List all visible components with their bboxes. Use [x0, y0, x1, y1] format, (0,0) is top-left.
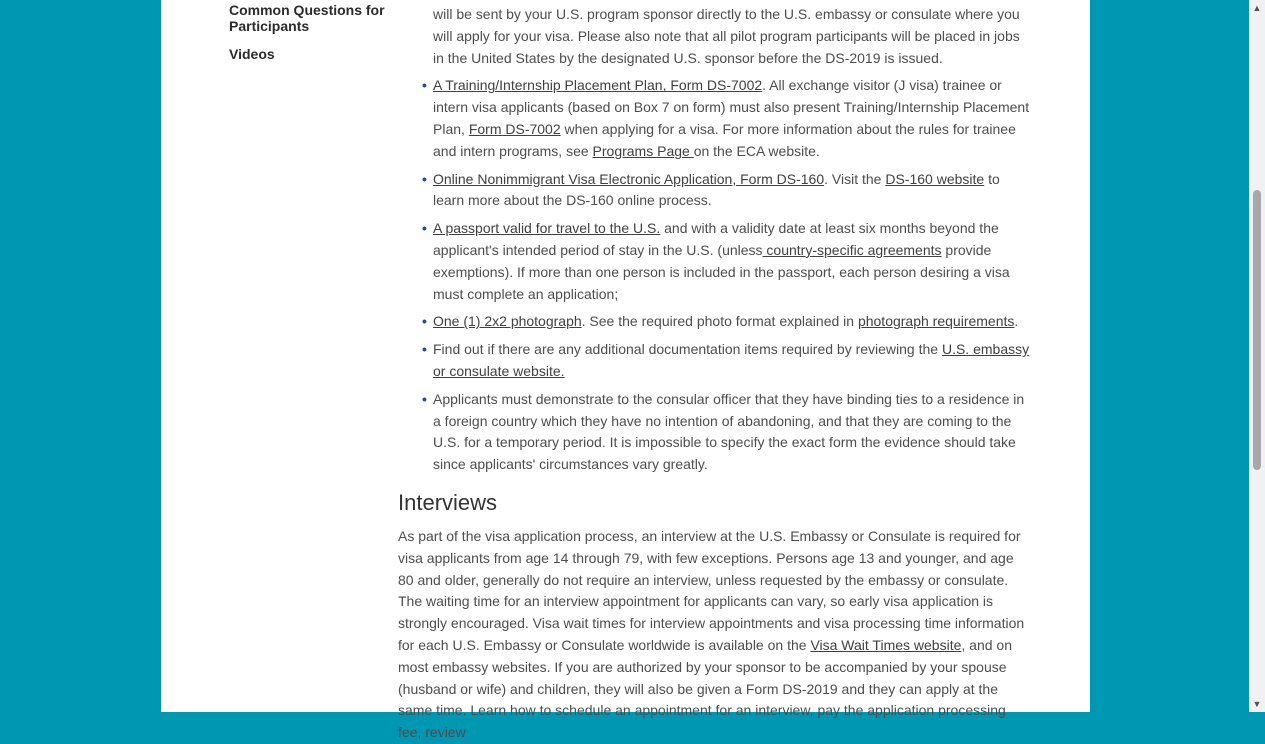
text-segment: provide exemptions). If more than one person is included in the passport, each person desiring a visa must complete an application;: [433, 241, 1010, 302]
vertical-scrollbar[interactable]: [1249, 0, 1265, 712]
inline-link[interactable]: DS-160 website: [885, 170, 985, 187]
bullet-icon: •: [422, 220, 427, 237]
sidebar-link-videos[interactable]: Videos: [229, 46, 275, 62]
text-segment: . See the required photo format explained in: [581, 313, 858, 330]
inline-link[interactable]: A passport valid for travel to the U.S.: [433, 220, 661, 237]
scroll-down-arrow-icon[interactable]: ▼: [1252, 699, 1262, 709]
interviews-paragraph: [398, 526, 1033, 744]
bullet-icon: •: [422, 341, 427, 358]
list-item: [398, 339, 1033, 383]
text-segment: , and on most embassy websites. If you are authorized by your sponsor to be accompanied by your spouse (husband or wife) and children, they will also be given a Form DS-2019 and they can apply at the same time. Learn how to schedule an appointment for an interview, pay the application processing fee, review: [398, 636, 1012, 741]
text-segment: .: [1014, 313, 1019, 330]
main-content: [398, 4, 1033, 744]
interviews-heading: Interviews: [398, 489, 498, 515]
requirements-list: [398, 4, 1033, 476]
list-item: [398, 4, 1033, 69]
bullet-icon: •: [422, 170, 427, 187]
inline-link[interactable]: A Training/Internship Placement Plan, Form DS-7002: [433, 77, 763, 94]
list-item: [398, 169, 1033, 213]
text-segment: to learn more about the DS-160 online process.: [433, 170, 1000, 209]
text-segment: on the ECA website.: [693, 142, 820, 159]
inline-link[interactable]: Online Nonimmigrant Visa Electronic Application, Form DS-160: [433, 170, 825, 187]
text-segment: when applying for a visa. For more information about the rules for trainee and intern programs, see: [433, 120, 1016, 159]
list-item: [398, 389, 1033, 476]
text-segment: will be sent by your U.S. program sponsor directly to the U.S. embassy or consulate where you will apply for your visa. Please also note that all pilot program participants will be placed in jobs in the United States by the designated U.S. sponsor before the DS-2019 is issued.: [433, 6, 1020, 66]
text-segment: Applicants must demonstrate to the consular officer that they have binding ties to a residence in a foreign country which they have no intention of abandoning, and that they are coming to the U.S. for a temporary period. It is impossible to specify the exact form the evidence should take since applicants' circumstances vary greatly.: [433, 390, 1025, 473]
inline-link[interactable]: country-specific agreements: [762, 241, 942, 258]
text-segment: . All exchange visitor (J visa) trainee or intern visa applicants (based on Box 7 on form) must also present Training/Internship Placement Plan,: [433, 77, 1030, 137]
list-item: [398, 311, 1033, 333]
text-segment: . Visit the: [824, 170, 886, 187]
list-item: [398, 218, 1033, 305]
inline-link[interactable]: Programs Page: [592, 142, 694, 159]
inline-link[interactable]: Form DS-7002: [468, 120, 561, 137]
bullet-icon: •: [422, 77, 427, 94]
text-segment: Find out if there are any additional documentation items required by reviewing the: [433, 341, 942, 358]
list-item: [398, 75, 1033, 162]
scroll-thumb[interactable]: [1253, 190, 1261, 470]
inline-link[interactable]: One (1) 2x2 photograph: [433, 313, 582, 330]
bullet-icon: •: [422, 390, 427, 407]
bullet-icon: •: [422, 313, 427, 330]
text-segment: As part of the visa application process, an interview at the U.S. Embassy or Consulate is required for visa applicants from age 14 through 79, with few exceptions. Persons age 13 and younger, and age 80 and older, generally do not require an interview, unless requested by the embassy or consulate. The waiting time for an interview appointment for applicants can vary, so early visa application is strongly encouraged. Visa wait times for interview appointments and visa processing time information for each U.S. Embassy or Consulate worldwide is available on the: [398, 527, 1025, 653]
page-content-panel: [161, 0, 1090, 741]
sidebar-nav: [229, 2, 389, 74]
text-segment: and with a validity date at least six months beyond the applicant's intended period of stay in the U.S. (unless: [433, 220, 999, 258]
inline-link[interactable]: Visa Wait Times website: [810, 636, 962, 653]
sidebar-link-common-questions[interactable]: Common Questions for Participants: [229, 2, 385, 34]
scroll-up-arrow-icon[interactable]: ▲: [1252, 3, 1262, 13]
inline-link[interactable]: photograph requirements: [857, 313, 1015, 330]
inline-link[interactable]: U.S. embassy or consulate website.: [433, 341, 1030, 379]
